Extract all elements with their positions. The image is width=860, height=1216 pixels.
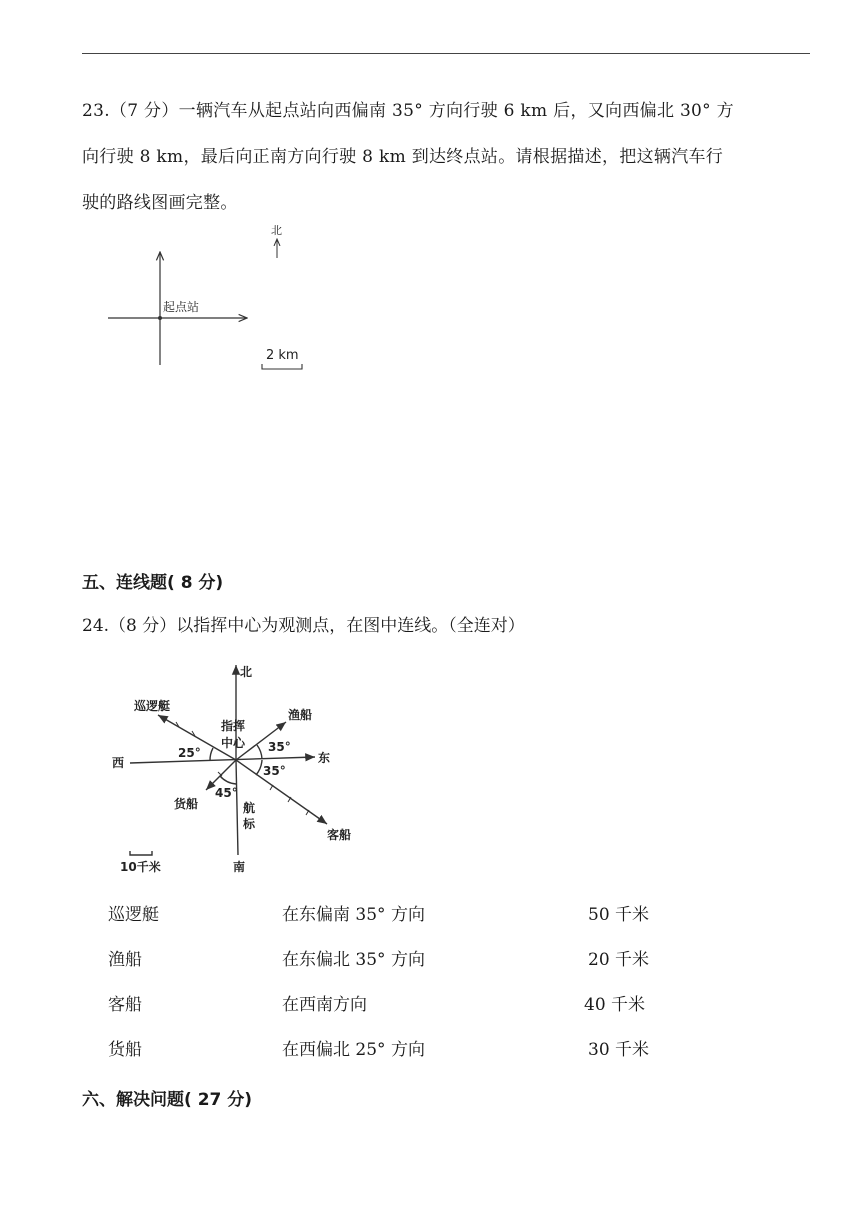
row-name: 巡逻艇 xyxy=(108,905,159,925)
patrol-boat-line xyxy=(158,715,236,760)
question-24-text: 24.（8 分）以指挥中心为观测点，在图中连线。（全连对） xyxy=(82,616,525,636)
row-direction: 在西南方向 xyxy=(282,995,367,1015)
start-station-label: 起点站 xyxy=(163,300,200,314)
east-label: 东 xyxy=(318,751,331,765)
question-23 xyxy=(82,88,812,226)
fishing-boat-label: 渔船 xyxy=(288,708,313,722)
row-distance: 20 千米 xyxy=(588,950,650,970)
angle-label-25: 25° xyxy=(178,746,201,760)
patrol-boat-label: 巡逻艇 xyxy=(134,699,171,713)
scale-label-10km: 10千米 xyxy=(120,860,161,874)
tick xyxy=(306,810,309,815)
west-east-axis xyxy=(130,757,315,763)
tick xyxy=(288,797,291,802)
tick xyxy=(192,731,195,736)
tick xyxy=(218,772,222,776)
south-label: 南 xyxy=(233,860,246,874)
row-distance: 40 千米 xyxy=(584,995,646,1015)
cargo-ship-line xyxy=(206,760,236,790)
scale-bar xyxy=(262,364,302,369)
angle-arc-45 xyxy=(220,776,236,784)
row-name: 渔船 xyxy=(108,950,142,970)
row-name: 货船 xyxy=(108,1040,142,1060)
row-direction: 在东偏北 35° 方向 xyxy=(282,950,425,970)
header-rule xyxy=(82,53,810,54)
tick xyxy=(270,785,273,790)
angle-arc-35-lower xyxy=(256,760,262,775)
angle-arc-25 xyxy=(210,748,213,761)
scale-label: 2 km xyxy=(266,348,299,363)
section-6-title: 六、解决问题( 27 分) xyxy=(82,1090,253,1110)
center-label-1: 指挥 xyxy=(221,719,246,733)
question-23-line-2: 向行驶 8 km，最后向正南方向行驶 8 km 到达终点站。请根据描述，把这辆汽车行 xyxy=(82,147,724,167)
angle-arc-35-upper xyxy=(257,745,262,759)
north-label: 北 xyxy=(240,665,253,679)
row-distance: 50 千米 xyxy=(588,905,650,925)
row-direction: 在西偏北 25° 方向 xyxy=(282,1040,425,1060)
row-name: 客船 xyxy=(108,995,142,1015)
start-point xyxy=(158,316,162,320)
beacon-label-1: 航 xyxy=(243,801,256,815)
beacon-label-2: 标 xyxy=(243,817,256,831)
scale-bar-10km xyxy=(130,851,152,855)
passenger-ship-label: 客船 xyxy=(327,828,352,842)
row-direction: 在东偏南 35° 方向 xyxy=(282,905,425,925)
angle-label-35-lower: 35° xyxy=(263,764,286,778)
section-5-title: 五、连线题( 8 分) xyxy=(82,573,224,593)
angle-label-45: 45° xyxy=(215,786,238,800)
cargo-ship-label: 货船 xyxy=(174,797,199,811)
question-23-line-1: 23.（7 分）一辆汽车从起点站向西偏南 35° 方向行驶 6 km 后，又向西偏北 30° 方 xyxy=(82,101,734,121)
row-distance: 30 千米 xyxy=(588,1040,650,1060)
angle-label-35-upper: 35° xyxy=(268,740,291,754)
question-23-line-3: 驶的路线图画完整。 xyxy=(82,193,238,213)
fishing-boat-line xyxy=(236,722,286,760)
north-label: 北 xyxy=(271,224,282,237)
tick xyxy=(176,722,179,727)
center-label-2: 中心 xyxy=(221,736,246,750)
passenger-ship-line xyxy=(236,760,327,824)
south-axis xyxy=(236,760,238,855)
west-label: 西 xyxy=(112,756,125,770)
